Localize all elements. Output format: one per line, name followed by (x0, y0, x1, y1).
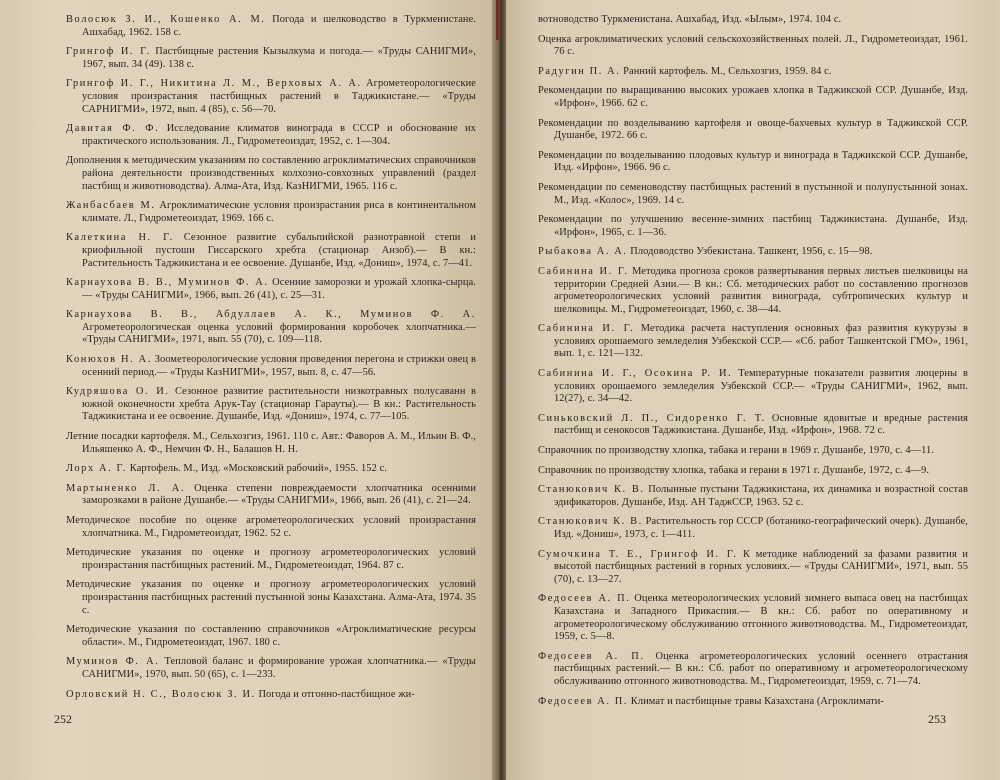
entry-text: Рекомендации по выращиванию высоких урожаев хлопка в Таджикской ССР. Душанбе, Изд. «Ирфон», 1966. 62 с. (538, 85, 968, 109)
bibliography-entry (538, 465, 968, 478)
entry-text: Полынные пустыни Таджикистана, их динамика и возрастной состав эдификаторов. Душанбе, Изд. АН ТаджССР, 1963. 52 с. (554, 484, 969, 508)
entry-author: Сабинина И. Г., Осокина Р. И. (538, 368, 733, 380)
entry-text: Зоометеорологические условия проведения перегона и стрижки овец в осенний период.— «Труды КазНИГМИ», 1957, вып. 8, с. 47—56. (82, 354, 476, 378)
bibliography-entry (538, 323, 968, 361)
entry-author: Грингоф И. Г. (66, 46, 151, 58)
entry-text: Рекомендации по семеноводству пастбищных растений в пустынной и полупустынной зонах. М., Изд. «Колос», 1969. 14 с. (538, 181, 968, 206)
bibliography-entry (538, 651, 968, 689)
entry-text: Осенние заморозки и урожай хлопка-сырца.— «Труды САНИГМИ», 1966, вып. 26 (41), с. 25—31. (82, 277, 476, 301)
bibliography-entry (66, 123, 476, 148)
entry-text: Погода и шелководство в Туркменистане. Ашхабад, 1962. 158 с. (82, 14, 476, 38)
entry-text: вотноводство Туркменистана. Ашхабад, Изд. «Ылым», 1974. 104 с. (538, 14, 842, 25)
entry-text: Оценка агрометеорологических условий осеннего отрастания пастбищных растений.— В кн.: Сб. работ по оперативному и агрометеорологическому обслуживанию отгонного животноводства. М., Гидрометеоиздат, 1959, с. 71—74. (554, 650, 968, 687)
entry-author: Сабинина И. Г. (538, 323, 635, 335)
entry-text: Методические указания по составлению справочников «Агроклиматические ресурсы области». М., Гидрометеоиздат, 1967. 180 с. (66, 624, 476, 648)
right-page-number: 253 (928, 712, 946, 726)
entry-text: Оценка метеорологических условий зимнего выпаса овец на пастбищах Казахстана и Западного Прикаспия.— В кн.: Сб. работ по оперативному и агрометеорологическому обслуживанию отгонного животноводства. М., Гидрометеоиздат, 1959, с. 5—8. (554, 593, 969, 643)
bibliography-entry (66, 232, 476, 270)
entry-text: Оценка агроклиматических условий сельскохозяйственных полей. Л., Гидрометеоиздат, 1961. 76 с. (538, 33, 968, 58)
bibliography-entry (66, 624, 476, 649)
entry-text: Методическое пособие по оценке агрометеорологических условий произрастания хлопчатника. М., Гидрометеоиздат, 1962. 52 с. (66, 515, 476, 539)
bibliography-entry (538, 150, 968, 175)
left-bibliography-list (66, 14, 476, 708)
entry-text: Картофель. М., Изд. «Московский рабочий», 1955. 152 с. (127, 463, 387, 475)
entry-text: Справочник по производству хлопка, табака и герани в 1971 г. Душанбе, 1972, с. 4—9. (538, 464, 930, 476)
entry-author: Давитая Ф. Ф. (66, 123, 160, 135)
entry-author: Лорх А. Г. (66, 463, 128, 475)
entry-author: Радугин П. А. (538, 65, 621, 77)
bibliography-entry (538, 549, 968, 587)
bibliography-entry (66, 386, 476, 424)
bibliography-entry (538, 368, 968, 406)
bibliography-entry (66, 200, 476, 225)
bibliography-entry (538, 66, 968, 79)
bibliography-entry (66, 656, 476, 681)
bibliography-entry (538, 266, 968, 316)
entry-text: Методика расчета наступления основных фаз развития кукурузы в условиях орошаемого земледелия Узбекской ССР.— «Сб. работ Ташкентской ГМО», 1961, вып. 1, с. 121—132. (554, 323, 968, 360)
bibliography-entry (538, 118, 968, 143)
entry-text: Оценка степени повреждаемости хлопчатника осенними заморозками в районе Душанбе.— «Труды САНИГМИ», 1966, вып. 26 (41), с. 21—24. (82, 482, 476, 507)
bibliography-entry (538, 413, 968, 438)
entry-author: Сабинина И. Г. (538, 265, 629, 277)
entry-author: Мартыненко Л. А. (66, 482, 186, 494)
bibliography-entry (538, 484, 968, 509)
bibliography-entry (538, 85, 968, 110)
right-bibliography-list (538, 14, 968, 715)
bibliography-entry (538, 445, 968, 458)
bibliography-entry (66, 46, 476, 71)
entry-author: Федосеев А. П. (538, 650, 645, 662)
entry-text: Дополнения к методическим указаниям по составлению агроклиматических справочников района деятельности производственных колхозно-совхозных управлений (раздел пастбищ и животноводства). Алма-Ата, Изд. КазНИГМИ, 1965. 116 с. (66, 155, 476, 192)
entry-text: Методика прогноза сроков развертывания первых листьев шелковицы на территории Средней Азии.— В кн.: Сб. методических работ по составлению прогнозов агрометеорологических условий развития винограда, субтропических культур и шелковицы. М., Гидрометеоиздат, 1960, с. 38—44. (554, 265, 968, 315)
bibliography-entry (66, 78, 476, 116)
bibliography-entry (538, 34, 968, 59)
bibliography-entry (538, 182, 968, 207)
right-page (506, 0, 996, 780)
bibliography-entry (66, 14, 476, 39)
bibliography-entry (538, 593, 968, 643)
bibliography-entry (538, 14, 968, 27)
bibliography-entry (66, 277, 476, 302)
entry-text: Агроклиматические условия произрастания риса в континентальном климате. Л., Гидрометеоиздат, 1969. 166 с. (82, 200, 476, 224)
entry-author: Орловский Н. С., Волосюк З. И. (66, 688, 256, 700)
bibliography-entry (66, 547, 476, 572)
entry-text: Методические указания по оценке и прогнозу агрометеорологических условий произрастания пастбищных растений. М., Гидрометеоиздат, 1964. 87 с. (66, 547, 476, 571)
bibliography-entry (538, 516, 968, 541)
left-page (6, 0, 494, 780)
entry-author: Муминов Ф. А. (66, 656, 160, 668)
bibliography-entry (538, 246, 968, 259)
bibliography-entry (66, 463, 476, 476)
entry-text: Рекомендации по возделыванию плодовых культур и винограда в Таджикской ССР. Душанбе, Изд. «Ирфон», 1966. 96 с. (538, 149, 968, 174)
entry-author: Грингоф И. Г., Никитина Л. М., Верховых А. А. (66, 78, 362, 90)
entry-author: Волосюк З. И., Кошенко А. М. (66, 14, 266, 25)
entry-author: Федосеев А. П. (538, 695, 629, 707)
entry-text: Сезонное развитие субальпийской разнотравной степи и криофильной пустоши Гиссарского хребта (стационар Анзоб).— В кн.: Растительность Таджикистана и ее освоение. Душанбе, Изд. «Дониш», 1974, с. 7—41. (82, 232, 476, 269)
entry-text: Сезонное развитие растительности низкотравных полусаванн в южной оконечности хребта Арук-Тау (стационар Гарауты).— В кн.: Растительность Таджикистана и ее освоение. Душанбе, Изд. «Дониш», 1974, с. 77—105. (82, 386, 476, 423)
entry-text: К методике наблюдений за фазами развития и высотой пастбищных растений в горных условиях.— «Труды САНИГМИ», 1971, вып. 55 (70), с. 13—27. (554, 548, 968, 585)
entry-author: Станюкович К. В. (538, 484, 645, 496)
bibliography-entry (66, 689, 476, 702)
entry-text: Растительность гор СССР (ботанико-географический очерк). Душанбе, Изд. «Дониш», 1973, с. 1—411. (554, 516, 969, 540)
entry-author: Синьковский Л. П., Сидоренко Г. Т. (538, 412, 766, 424)
entry-author: Кудряшова О. И. (66, 386, 170, 398)
bibliography-entry (66, 579, 476, 617)
entry-text: Пастбищные растения Кызылкума и погода.— «Труды САНИГМИ», 1967, вып. 34 (49). 138 с. (82, 46, 476, 70)
entry-author: Конюхов Н. А. (66, 354, 152, 366)
entry-author: Жанбасбаев М. (66, 200, 156, 212)
entry-text: Рекомендации по улучшению весенне-зимних пастбищ Таджикистана. Душанбе, Изд. «Ирфон», 1965, с. 1—36. (538, 214, 968, 238)
entry-text: Ранний картофель. М., Сельхозгиз, 1959. 84 с. (620, 65, 832, 77)
bibliography-entry (66, 354, 476, 379)
left-page-number: 252 (54, 712, 72, 726)
entry-text: Основные ядовитые и вредные растения пастбищ и сенокосов Таджикистана. Душанбе, Изд. «Ирфон», 1968. 72 с. (554, 412, 968, 437)
entry-text: Летние посадки картофеля. М., Сельхозгиз, 1961. 110 с. Авт.: Фаворов А. М., Ильин В. Ф., Ильяшенко А. Ф., Немчин Ф. Н., Балашов Н. Н. (66, 431, 476, 455)
entry-author: Рыбакова А. А. (538, 246, 628, 258)
entry-text: Тепловой баланс и формирование урожая хлопчатника.— «Труды САНИГМИ», 1970, вып. 50 (65), с. 1—233. (82, 656, 476, 680)
bibliography-entry (538, 214, 968, 239)
bibliography-entry (66, 515, 476, 540)
bibliography-entry (66, 309, 476, 347)
entry-author: Сумочкина Т. Е., Грингоф И. Г. (538, 548, 738, 560)
entry-text: Плодоводство Узбекистана. Ташкент, 1956, с. 15—98. (627, 246, 873, 258)
entry-text: Рекомендации по возделыванию картофеля и овоще-бахчевых культур в Таджикской ССР. Душанбе, 1972. 66 с. (538, 117, 968, 142)
entry-text: Методические указания по оценке и прогнозу агрометеорологических условий произрастания пастбищных растений пустынной зоны Казахстана. Алма-Ата, 1974. 35 с. (66, 579, 476, 616)
bibliography-entry (66, 431, 476, 456)
entry-text: Справочник по производству хлопка, табака и герани в 1969 г. Душанбе, 1970, с. 4—11. (538, 445, 935, 457)
entry-text: Климат и пастбищные травы Казахстана (Агроклимати- (628, 695, 884, 707)
bibliography-entry (538, 696, 968, 709)
entry-text: Температурные показатели развития люцерны в условиях орошаемого земледелия Узбекской ССР.— «Труды САНИГМИ», 1962, вып. 12(27), с. 34—42. (554, 368, 968, 405)
entry-author: Федосеев А. П. (538, 593, 631, 605)
entry-author: Карнаухова В. В., Муминов Ф. А. (66, 277, 269, 289)
entry-text: Агрометеорологические условия произрастания пастбищных растений в Таджикистане.— «Труды САРНИГМИ», 1972, вып. 4 (85), с. 56—70. (82, 78, 476, 115)
entry-author: Станюкович К. В. (538, 516, 643, 528)
bibliography-entry (66, 483, 476, 508)
entry-text: Исследование климатов винограда в СССР и обоснование их практического использования. Л., Гидрометеоиздат, 1952, с. 1—304. (82, 123, 476, 147)
entry-author: Калеткина Н. Г. (66, 232, 174, 244)
entry-text: Агрометеорологическая оценка условий формирования коробочек хлопчатника.— «Труды САНИГМИ», 1971, вып. 55 (70), с. 109—118. (82, 321, 476, 346)
entry-author: Карнаухова В. В., Абдуллаев А. К., Муминов Ф. А. (66, 309, 476, 321)
entry-text: Погода и отгонно-пастбищное жи- (255, 688, 415, 700)
bibliography-entry (66, 155, 476, 193)
bookmark-ribbon (496, 0, 499, 40)
